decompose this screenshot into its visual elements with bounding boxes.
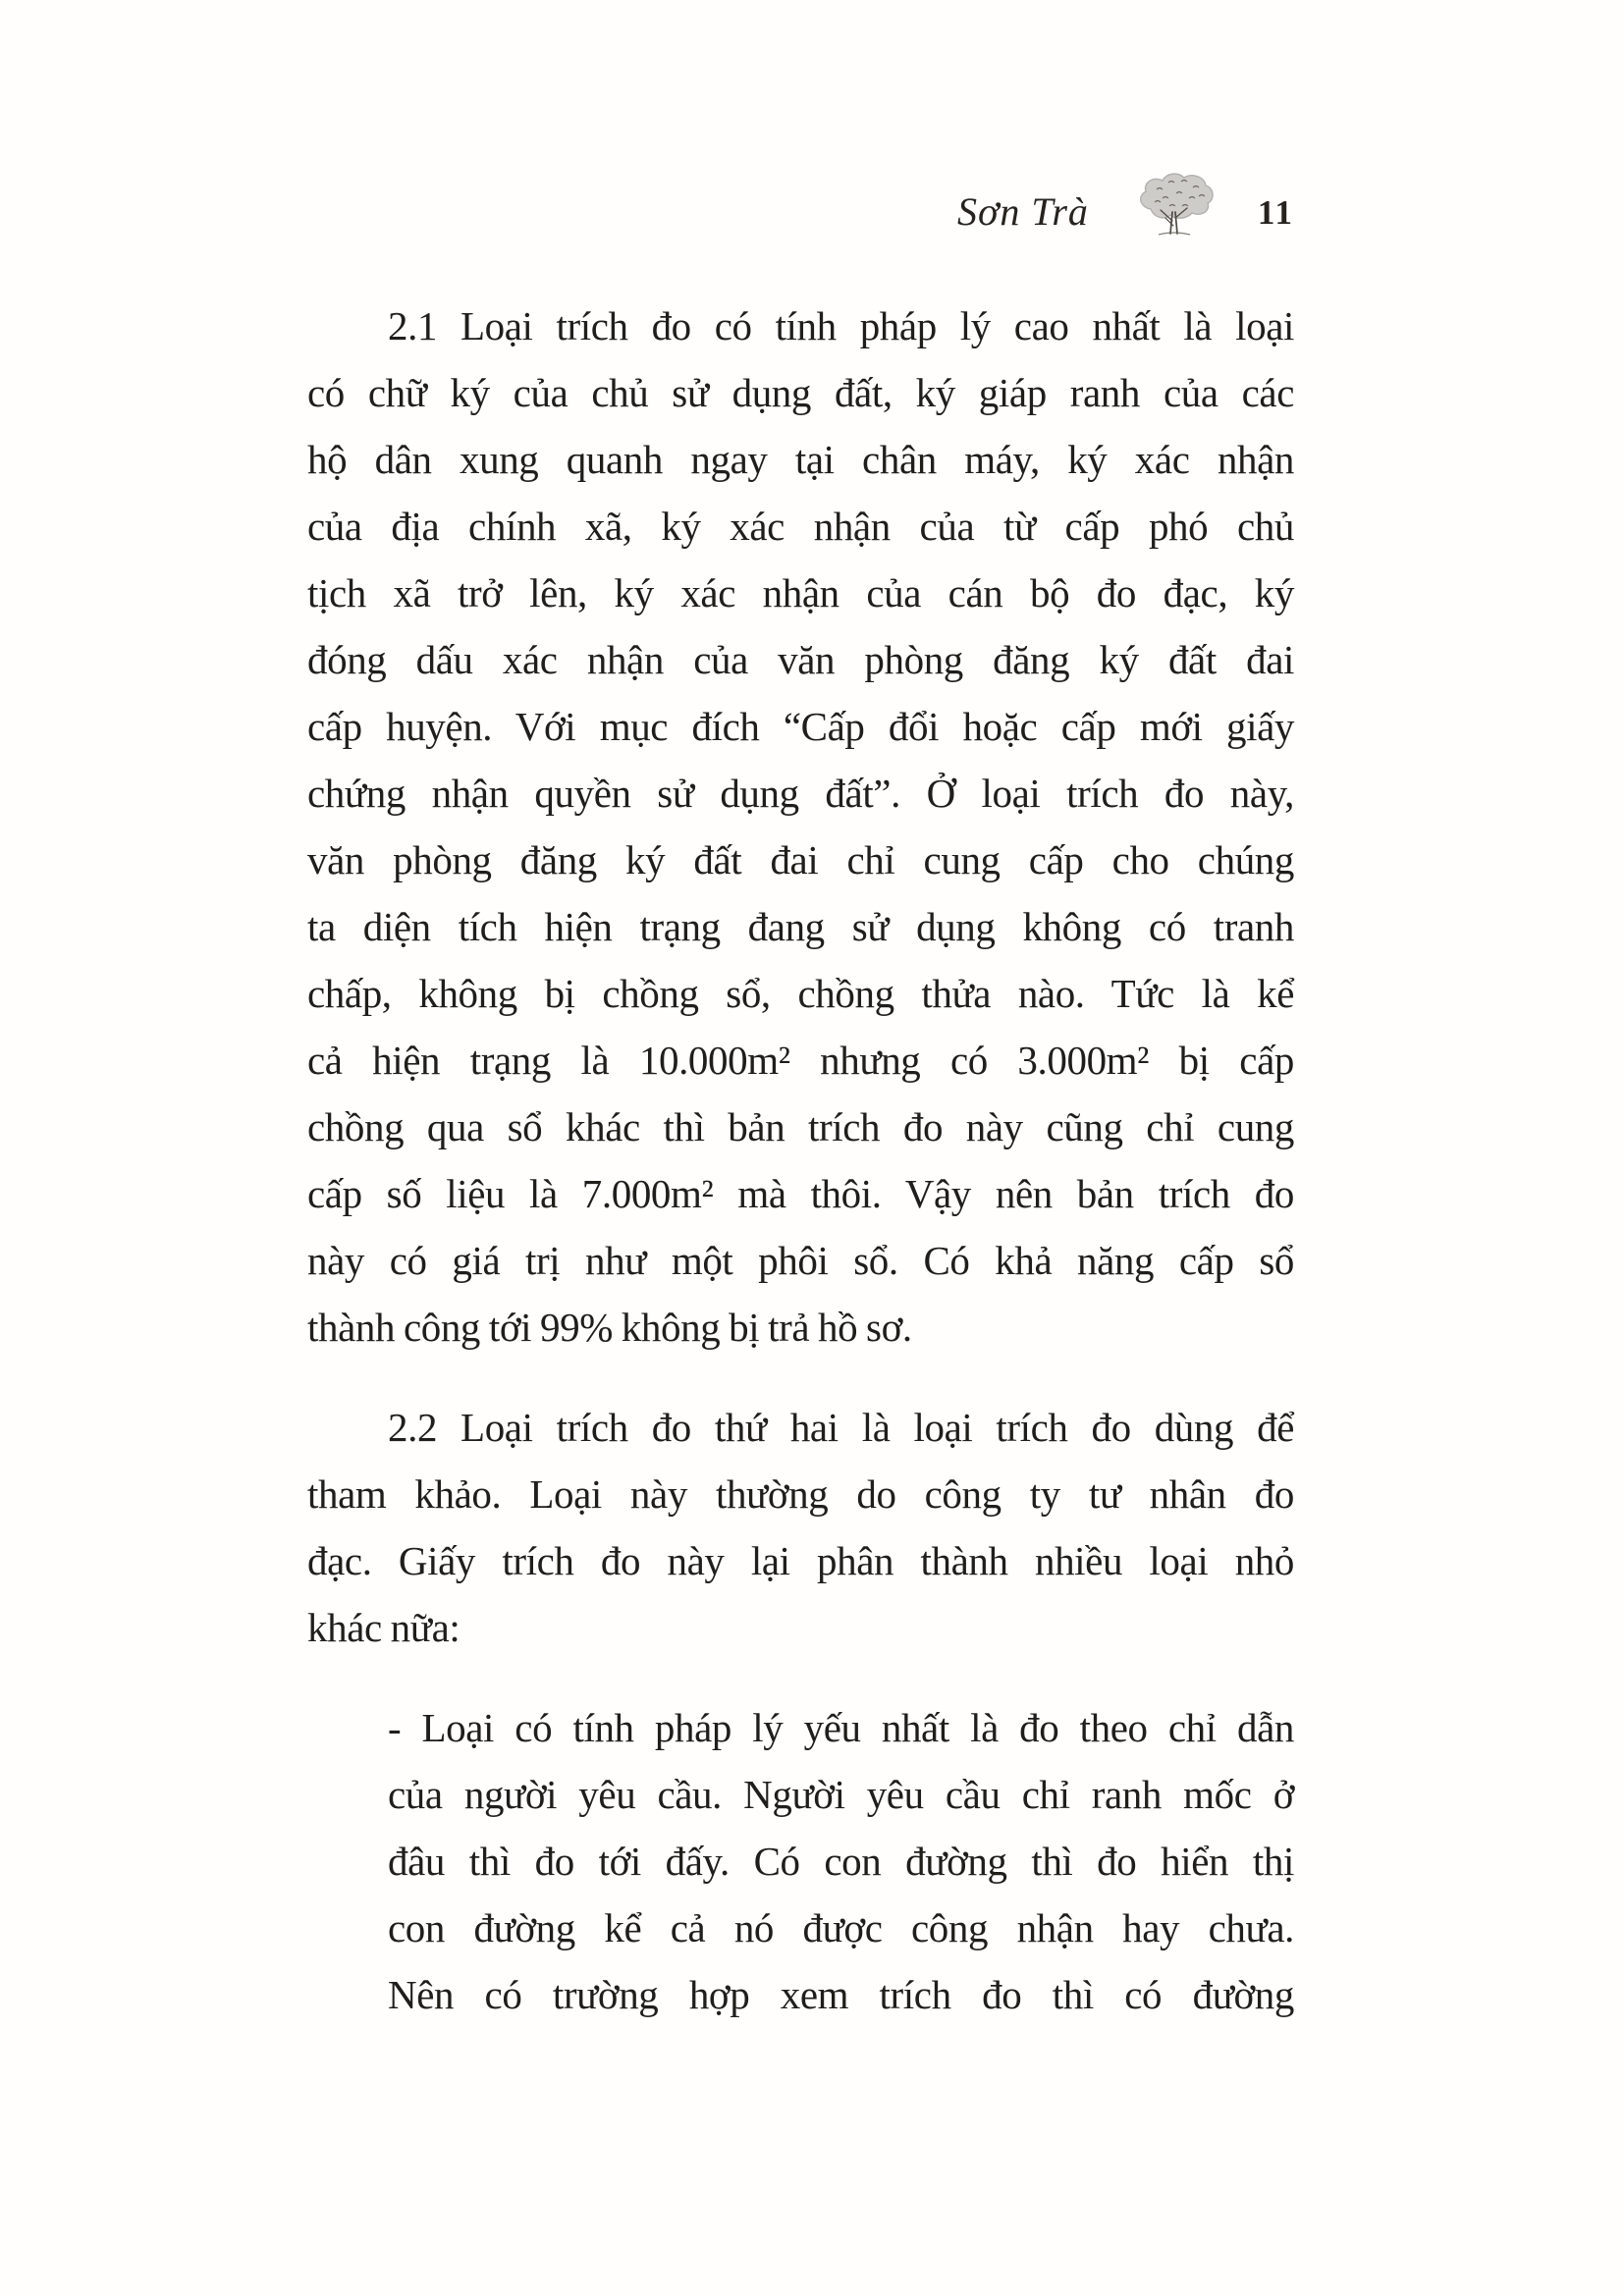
- text-line: của địa chính xã, ký xác nhận của từ cấp phó chủ: [307, 504, 1294, 549]
- text-line: khác nữa:: [307, 1605, 460, 1650]
- text-line: đóng dấu xác nhận của văn phòng đăng ký đất đai: [307, 637, 1294, 682]
- text-line: 2.1 Loại trích đo có tính pháp lý cao nhất là loại: [388, 303, 1294, 348]
- running-header: [307, 169, 1294, 238]
- paragraph-2-1: [307, 293, 1294, 1361]
- text-line: cấp số liệu là 7.000m² mà thôi. Vậy nên bản trích đo: [307, 1171, 1294, 1216]
- text-line: đâu thì đo tới đấy. Có con đường thì đo hiển thị: [388, 1839, 1294, 1884]
- text-line: Nên có trường hợp xem trích đo thì có đường: [388, 1972, 1294, 2017]
- text-line: thành công tới 99% không bị trả hồ sơ.: [307, 1305, 912, 1350]
- page-number: 11: [1257, 193, 1294, 232]
- text-line: có chữ ký của chủ sử dụng đất, ký giáp ranh của các: [307, 370, 1294, 415]
- text-line: chồng qua sổ khác thì bản trích đo này cũng chỉ cung: [307, 1104, 1294, 1149]
- text-line: ta diện tích hiện trạng đang sử dụng không có tranh: [307, 904, 1294, 949]
- text-line: con đường kể cả nó được công nhận hay chưa.: [388, 1905, 1294, 1950]
- text-line: này có giá trị như một phôi sổ. Có khả năng cấp sổ: [307, 1238, 1294, 1283]
- text-line: văn phòng đăng ký đất đai chỉ cung cấp cho chúng: [307, 837, 1294, 882]
- paragraph-dash-item: [388, 1694, 1294, 2028]
- tree-icon: [1130, 173, 1217, 238]
- text-line: - Loại có tính pháp lý yếu nhất là đo theo chỉ dẫn: [388, 1705, 1294, 1750]
- text-line: tham khảo. Loại này thường do công ty tư nhân đo: [307, 1471, 1294, 1517]
- text-line: đạc. Giấy trích đo này lại phân thành nhiều loại nhỏ: [307, 1538, 1294, 1583]
- page-body: [307, 293, 1294, 2061]
- text-line: của người yêu cầu. Người yêu cầu chỉ ranh mốc ở: [388, 1772, 1294, 1817]
- text-line: tịch xã trở lên, ký xác nhận của cán bộ đo đạc, ký: [307, 570, 1294, 615]
- paragraph-2-2: [307, 1394, 1294, 1661]
- text-line: cấp huyện. Với mục đích “Cấp đổi hoặc cấp mới giấy: [307, 704, 1294, 749]
- text-line: 2.2 Loại trích đo thứ hai là loại trích đo dùng để: [388, 1405, 1294, 1450]
- text-line: chứng nhận quyền sử dụng đất”. Ở loại trích đo này,: [307, 771, 1294, 816]
- text-line: cả hiện trạng là 10.000m² nhưng có 3.000m² bị cấp: [307, 1038, 1294, 1083]
- text-line: chấp, không bị chồng sổ, chồng thửa nào. Tức là kể: [307, 971, 1294, 1016]
- running-head-title: Sơn Trà: [956, 189, 1089, 234]
- text-line: hộ dân xung quanh ngay tại chân máy, ký xác nhận: [307, 437, 1294, 482]
